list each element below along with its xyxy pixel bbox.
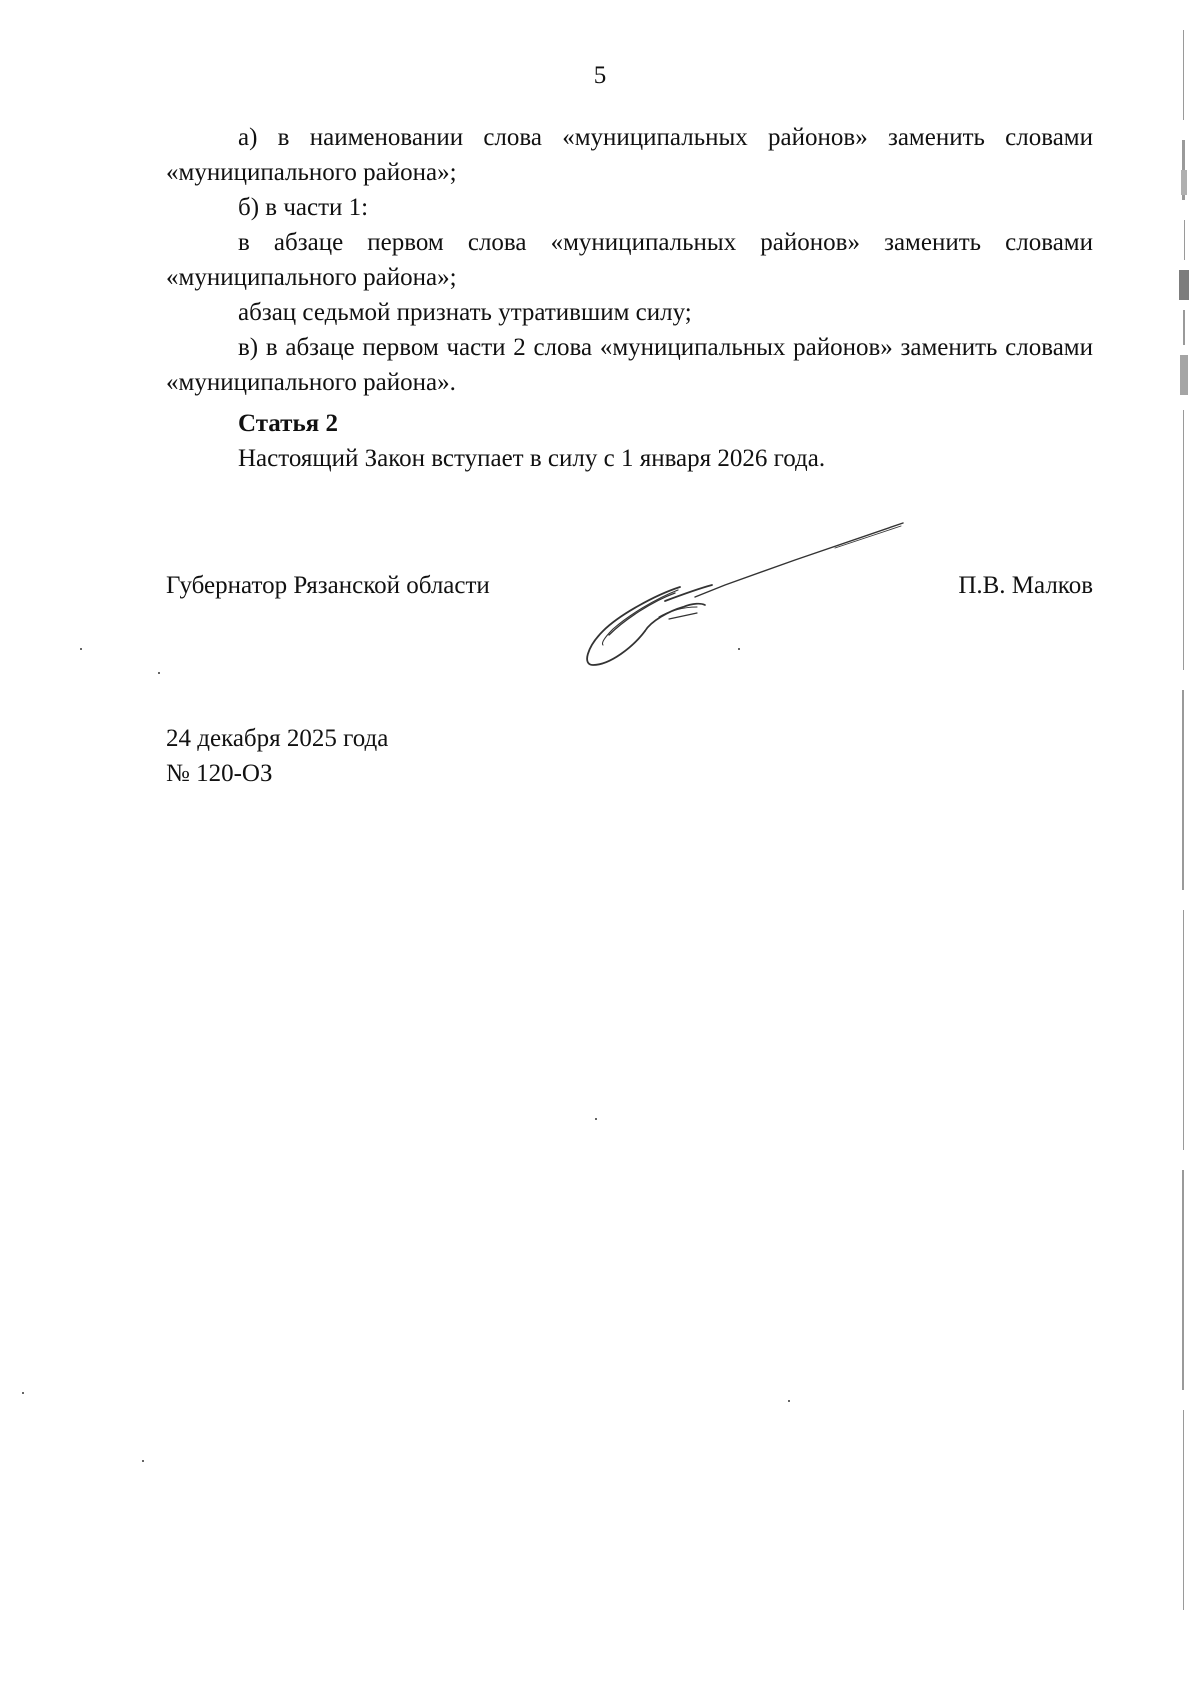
governor-title: Губернатор Рязанской области <box>166 572 490 599</box>
scan-speck <box>142 1460 144 1462</box>
amendment-item-a: а) в наименовании слова «муниципальных районов» заменить словами «муниципального района»; <box>166 124 1093 186</box>
page-number: 5 <box>593 62 607 89</box>
scan-speck <box>595 1118 597 1120</box>
governor-name: П.В. Малков <box>958 572 1093 599</box>
scan-edge-marks <box>1178 30 1190 1660</box>
amendment-list <box>166 120 1093 400</box>
amendment-item-b-paragraph-one: в абзаце первом слова «муниципальных районов» заменить словами «муниципального района»; <box>166 229 1093 291</box>
article-text: Настоящий Закон вступает в силу с 1 января 2026 года. <box>238 445 826 472</box>
scan-speck <box>80 648 82 650</box>
scan-speck <box>22 1392 24 1394</box>
handwritten-signature <box>585 515 905 680</box>
law-date: 24 декабря 2025 года <box>166 725 389 752</box>
scan-speck <box>788 1400 790 1402</box>
article-heading: Статья 2 <box>238 410 338 437</box>
scan-speck <box>738 648 740 650</box>
amendment-item-b: б) в части 1: <box>238 194 369 221</box>
amendment-item-b-paragraph-seven: абзац седьмой признать утратившим силу; <box>238 299 692 326</box>
scan-speck <box>158 672 160 674</box>
amendment-item-c: в) в абзаце первом части 2 слова «муниципальных районов» заменить словами «муниципального района». <box>166 334 1093 396</box>
law-number: № 120-ОЗ <box>166 760 273 787</box>
